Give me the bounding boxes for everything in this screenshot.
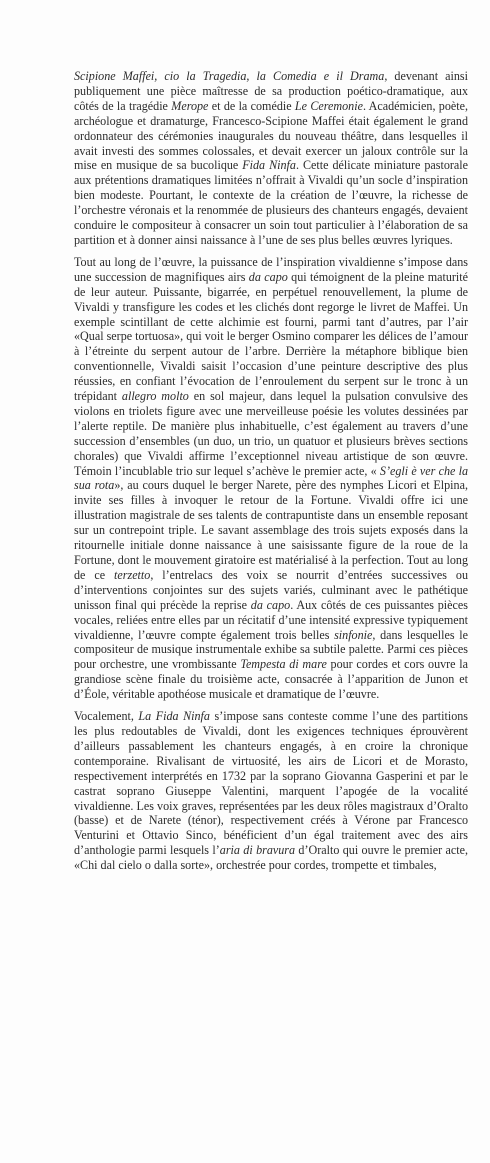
italic-text-run: La Fida Ninfa	[138, 709, 210, 724]
paragraph	[74, 709, 468, 873]
text-run: Tout au long de l’œuvre, la puissance de l’inspiration vivaldienne s’impose dans une succession de magnifiques airs	[74, 254, 468, 284]
italic-text-run: Merope	[171, 98, 209, 113]
text-run: en sol majeur, dans lequel la pulsation convulsive des violons en triolets figure avec une merveilleuse poésie les volutes dessinées par l’alerte reptile. De manière plus inhabituelle, c’est également au travers d’une succession d’ensembles (un duo, un trio, un quatuor et plusieurs brèves sections chorales) que Vivaldi affirme l’exceptionnel niveau artistique de son œuvre. Témoin l’incublable trio sur lequel s’achève le premier acte, «	[74, 389, 468, 478]
italic-text-run: Scipione Maffei, cio la Tragedia, la Comedia e il Drama	[74, 69, 385, 83]
text-run: », au cours duquel le berger Narete, père des nymphes Licori et Elpina, invite ses filles à invoquer le retour de la Fortune. Vivaldi offre ici une illustration magistrale de ses talents de contrapuntiste dans un ensemble reposant sur un contrepoint triple. Le savant assemblage des trois sujets exposés dans la ritournelle initiale donne naissance à une saisissante figure de la roue de la Fortune, dont le mouvement giratoire est matérialisé à la perfection. Tout au long de ce	[74, 478, 468, 582]
paragraph	[74, 69, 468, 248]
italic-text-run: S’egli è ver che la sua rota	[74, 463, 468, 493]
italic-text-run: allegro molto	[121, 389, 189, 404]
italic-text-run: Tempesta di mare	[240, 657, 327, 672]
body-text-column	[74, 69, 468, 873]
text-run: . Cette délicate miniature pastorale aux prétentions dramatiques limitées n’offrait à Vivaldi qu’un socle d’inspiration bien modeste. Pourtant, le contexte de la création de l’œuvre, la richesse de l’orchestre véronais et la renommée de plusieurs des chanteurs engagés, devaient conduire le compositeur à consacrer un soin tout particulier à l’élaboration de sa partition et à donner ainsi naissance à l’une de ses plus belles œuvres lyriques.	[74, 158, 469, 247]
paragraph	[74, 255, 468, 702]
text-run: d’Oralto qui ouvre le premier acte, «Chi dal cielo o dalla sorte», orchestrée pour cordes, trompette et timbales,	[74, 843, 468, 873]
italic-text-run: da capo	[250, 597, 291, 612]
text-run: et de la comédie	[208, 98, 295, 113]
italic-text-run: aria di bravura	[219, 843, 296, 858]
text-run: , dans lesquelles le compositeur de musique instrumentale exhibe sa subtile palette. Parmi ces pièces pour orchestre, une vrombissante	[74, 627, 468, 672]
text-run: qui témoignent de la pleine maturité de leur auteur. Puissante, bigarrée, en perpétuel renouvellement, la plume de Vivaldi y transfigure les codes et les clichés dont regorge le livret de Maffei. Un exemple scintillant de cette alchimie est fourni, parmi tant d’autres, par l’air «Qual serpe tortuosa», qui voit le berger Osmino comparer les délices de l’amour à l’étreinte du serpent autour de l’arbre. Derrière la métaphore biblique bien conventionnelle, Vivaldi saisit l’occasion d’une peinture descriptive des plus réussies, en confiant l’évocation de l’enroulement du serpent sur le tronc à un trépidant	[74, 269, 468, 404]
text-run: pour cordes et cors ouvre la grandiose scène finale du troisième acte, consacrée à l’apparition de Junon et d’Éole, véritable apothéose musicale et dramatique de l’œuvre.	[74, 657, 468, 702]
italic-text-run: Le Ceremonie	[294, 98, 363, 113]
text-run: , l’entrelacs des voix se nourrit d’entrées successives ou d’interventions conjointes sur des sujets variés, culminant avec le pathétique unisson final qui précède la reprise	[74, 567, 469, 612]
text-run: , devenant ainsi publiquement une pièce maîtresse de sa production poético-dramatique, aux côtés de la tragédie	[74, 69, 468, 113]
text-run: . Académicien, poète, archéologue et dramaturge, Francesco-Scipione Maffei était également le grand ordonnateur des cérémonies inaugurales du nouveau théâtre, dans lesquelles il avait investi des sommes colossales, et devait exercer un jaloux contrôle sur la mise en musique de sa bucolique	[74, 98, 469, 173]
text-run: Vocalement,	[74, 709, 139, 724]
italic-text-run: da capo	[248, 269, 288, 284]
text-run: . Aux côtés de ces puissantes pièces vocales, reliées entre elles par un récitatif d’une intensité expressive typiquement vivaldienne, l’œuvre compte également trois belles	[74, 597, 468, 642]
italic-text-run: Fida Ninfa	[242, 158, 296, 173]
italic-text-run: terzetto	[114, 567, 151, 582]
italic-text-run: sinfonie	[334, 627, 373, 642]
text-run: s’impose sans conteste comme l’une des partitions les plus redoutables de Vivaldi, dont les exigences techniques éprouvèrent d’ailleurs passablement les chanteurs engagés, à en croire la chronique contemporaine. Rivalisant de virtuosité, les airs de Licori et de Morasto, respectivement interprétés en 1732 par la soprano Giovanna Gasperini et par le castrat soprano Giuseppe Valentini, marquent l’apogée de la vocalité vivaldienne. Les voix graves, représentées par les deux rôles magistraux d’Oralto (basse) et de Narete (ténor), respectivement créés à Vérone par Francesco Venturini et Ottavio Sinco, bénéficient d’un égal traitement avec des airs d’anthologie parmi lesquels l’	[74, 709, 468, 858]
